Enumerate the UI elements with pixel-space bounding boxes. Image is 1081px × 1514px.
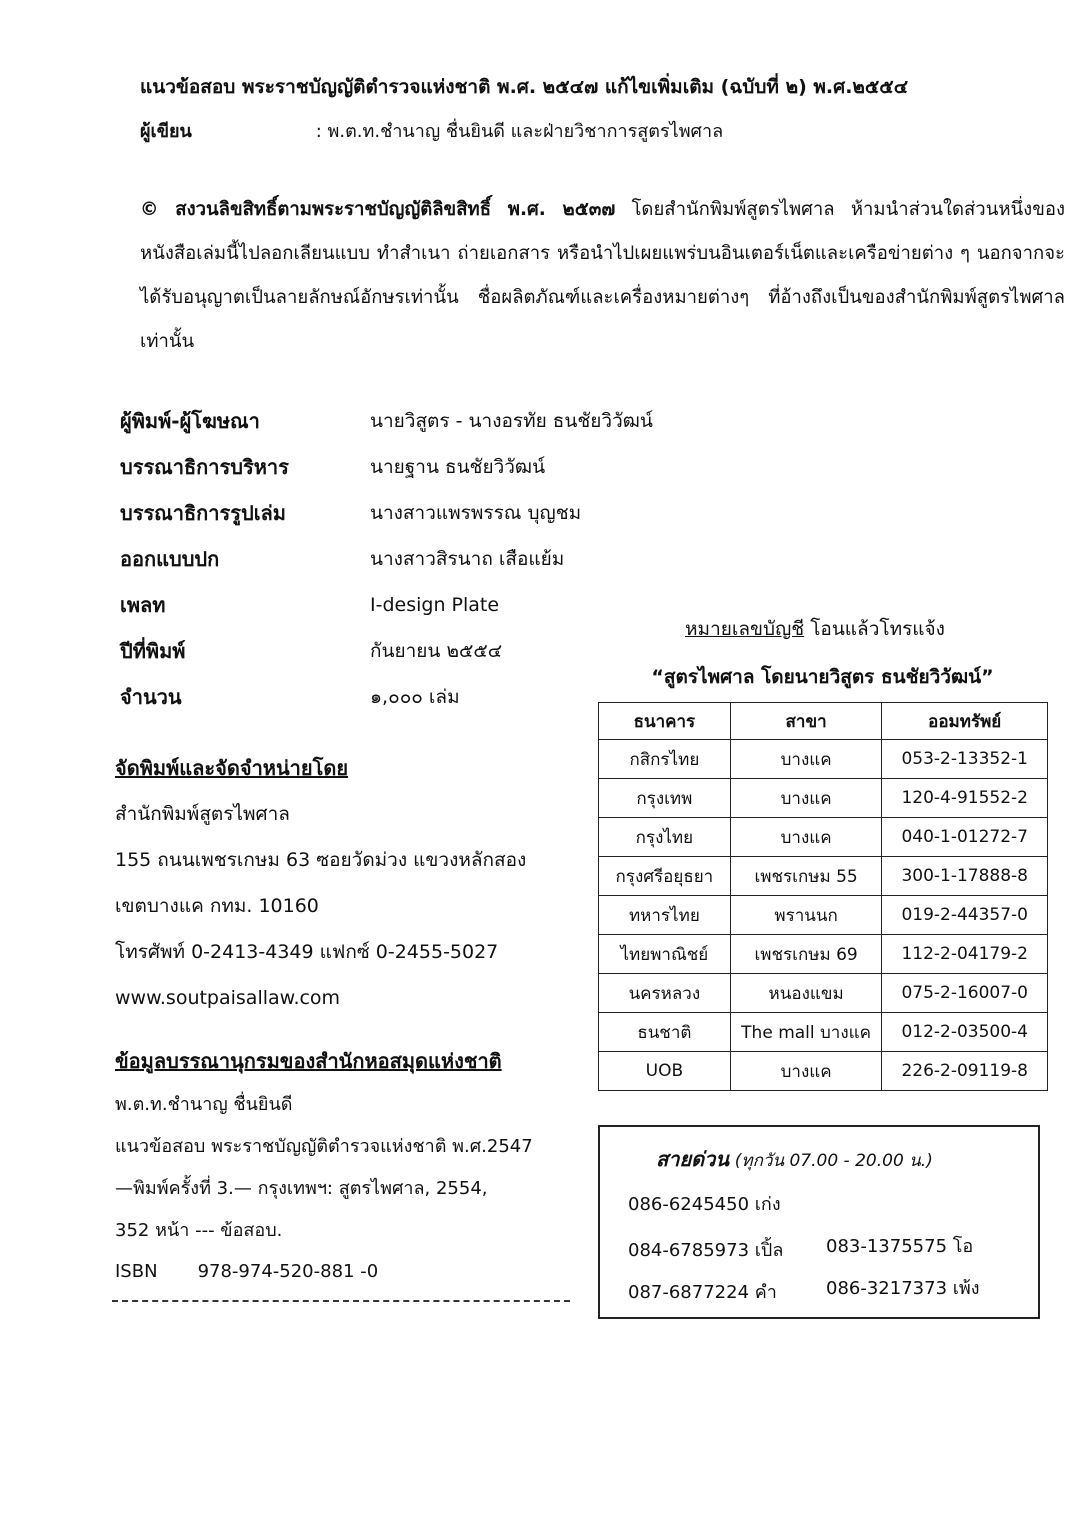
credit-value: ๑,๐๐๐ เล่ม [370,686,460,708]
copyright-notice [140,188,1065,364]
hotline-contact [628,1277,777,1306]
column-header: สาขา [730,703,882,740]
account-number: 075-2-16007-0 [882,974,1048,1013]
table-row [599,1052,1048,1091]
distribution-heading: จัดพิมพ์และจัดจำหน่ายโดย [115,756,349,780]
cip-author: พ.ต.ท.ชำนาญ ชื่นยินดี [115,1093,293,1115]
cip-heading: ข้อมูลบรรณานุกรมของสำนักหอสมุดแห่งชาติ [115,1049,502,1073]
author-line [140,116,723,145]
dashed-divider [112,1300,570,1302]
copyright-lead: © สงวนลิขสิทธิ์ตามพระราชบัญญัติลิขสิทธิ์ พ.ศ. ๒๕๓๗ [140,199,616,220]
branch: บางแค [730,1052,882,1091]
credit-row-publisher [120,398,680,444]
bank-name: กรุงเทพ [599,779,731,818]
copyright-body: โดยสำนักพิมพ์สูตรไพศาล ห้ามนำส่วนใดส่วนหนึ่งของหนังสือเล่มนี้ไปลอกเลียนแบบ ทำสำเนา ถ่ายเอกสาร หรือนำไปเผยแพร่บนอินเตอร์เน็ตและเครือข่ายต่าง ๆ นอกจากจะได้รับอนุญาตเป็นลายลักษณ์อักษรเท่านั้น ชื่อผลิตภัณฑ์และเครื่องหมายต่างๆ ที่อ้างถึงเป็นของสำนักพิมพ์สูตรไพศาลเท่านั้น [140,199,1066,352]
cip-title: แนวข้อสอบ พระราชบัญญัติตำรวจแห่งชาติ พ.ศ.2547 [115,1135,533,1157]
hotline-hours: (ทุกวัน 07.00 - 20.00 น.) [734,1151,933,1171]
bank-heading-underlined: หมายเลขบัญชี [685,618,805,640]
credit-label: ออกแบบปก [120,547,220,571]
credit-label: ผู้พิมพ์-ผู้โฆษณา [120,409,260,433]
branch: เพชรเกษม 55 [730,857,882,896]
phone-number: 086-3217373 [826,1278,948,1299]
isbn-line [115,1250,595,1292]
table-row [599,1013,1048,1052]
account-number: 226-2-09119-8 [882,1052,1048,1091]
bank-name: ไทยพาณิชย์ [599,935,731,974]
credit-value: นายฐาน ธนชัยวิวัฒน์ [370,456,546,478]
credit-row-executive-editor [120,444,680,490]
table-header-row [599,703,1048,740]
account-number: 019-2-44357-0 [882,896,1048,935]
account-name: “สูตรไพศาล โดยนายวิสูตร ธนชัยวิวัฒน์” [651,666,994,688]
hotline-contact [628,1189,781,1218]
table-row [599,740,1048,779]
account-number: 120-4-91552-2 [882,779,1048,818]
credit-label: จำนวน [120,685,182,709]
contact-name: เปิ้ล [754,1240,784,1261]
cip-pages: 352 หน้า --- ข้อสอบ. [115,1219,283,1241]
bank-name: UOB [599,1052,731,1091]
credit-row-cover-design [120,536,680,582]
credits-list [120,398,680,720]
account-number: 300-1-17888-8 [882,857,1048,896]
phone-number: 083-1375575 [826,1236,948,1257]
distribution-info [115,745,595,1021]
account-number: 053-2-13352-1 [882,740,1048,779]
credit-label: เพลท [120,593,166,617]
branch: บางแค [730,779,882,818]
hotline-label: สายด่วน [656,1147,730,1171]
phone-fax-line: โทรศัพท์ 0-2413-4349 แฟกซ์ 0-2455-5027 [115,941,499,963]
publisher-name: สำนักพิมพ์สูตรไพศาล [115,803,290,825]
table-row [599,818,1048,857]
bank-name: ทหารไทย [599,896,731,935]
credit-row-quantity [120,674,680,720]
author-label: ผู้เขียน [140,121,192,142]
bank-heading-rest: โอนแล้วโทรแจ้ง [810,618,945,640]
credit-label: ปีที่พิมพ์ [120,639,186,663]
hotline-title [656,1143,933,1175]
hotline-contact [826,1273,980,1302]
credit-value: I-design Plate [370,594,500,616]
branch: บางแค [730,818,882,857]
address-line: 155 ถนนเพชรเกษม 63 ซอยวัดม่วง แขวงหลักสอง [115,849,527,871]
credit-value: กันยายน ๒๕๕๔ [370,640,503,662]
contact-name: เพ้ง [952,1278,980,1299]
bank-name: กรุงศรีอยุธยา [599,857,731,896]
phone-number: 086-6245450 [628,1194,750,1215]
table-row [599,935,1048,974]
contact-name: โอ [952,1236,974,1257]
hotline-contact [826,1231,973,1260]
cataloging-data [115,1040,595,1292]
column-header: ออมทรัพย์ [882,703,1048,740]
table-row [599,974,1048,1013]
credit-value: นางสาวสิรนาถ เสือแย้ม [370,548,565,570]
hotline-box [598,1125,1040,1319]
book-title: แนวข้อสอบ พระราชบัญญัติตำรวจแห่งชาติ พ.ศ. ๒๕๔๗ แก้ไขเพิ่มเติม (ฉบับที่ ๒) พ.ศ.๒๕๕๔ [140,76,909,98]
contact-name: เก่ง [754,1194,781,1215]
credit-label: บรรณาธิการรูปเล่ม [120,501,286,525]
bank-name: กสิกรไทย [599,740,731,779]
credit-label: บรรณาธิการบริหาร [120,455,289,479]
branch: พรานนก [730,896,882,935]
branch: หนองแขม [730,974,882,1013]
account-number: 112-2-04179-2 [882,935,1048,974]
bank-name: ธนชาติ [599,1013,731,1052]
credit-row-print-year [120,628,680,674]
cip-edition: —พิมพ์ครั้งที่ 3.— กรุงเทพฯ: สูตรไพศาล, 2554, [115,1177,488,1199]
phone-number: 084-6785973 [628,1240,750,1261]
table-row [599,896,1048,935]
isbn-label: ISBN [115,1260,158,1282]
contact-name: คำ [754,1282,777,1303]
website: www.soutpaisallaw.com [115,987,341,1009]
branch: บางแค [730,740,882,779]
author-value: : พ.ต.ท.ชำนาญ ชื่นยินดี และฝ่ายวิชาการสูตรไพศาล [315,121,724,142]
branch: The mall บางแค [730,1013,882,1052]
hotline-contact [628,1235,783,1264]
account-number: 012-2-03500-4 [882,1013,1048,1052]
phone-number: 087-6877224 [628,1282,750,1303]
table-row [599,857,1048,896]
account-number: 040-1-01272-7 [882,818,1048,857]
credit-row-plate [120,582,680,628]
credit-value: นางสาวแพรพรรณ บุญชม [370,502,582,524]
isbn-value: 978-974-520-881 -0 [197,1260,379,1282]
bank-accounts-table [598,702,1048,1091]
credit-row-layout-editor [120,490,680,536]
credit-value: นายวิสูตร - นางอรทัย ธนชัยวิวัฒน์ [370,410,653,432]
address-district: เขตบางแค กทม. 10160 [115,895,319,917]
column-header: ธนาคาร [599,703,731,740]
bank-heading [600,614,1030,644]
branch: เพชรเกษม 69 [730,935,882,974]
bank-name: กรุงไทย [599,818,731,857]
table-row [599,779,1048,818]
bank-name: นครหลวง [599,974,731,1013]
